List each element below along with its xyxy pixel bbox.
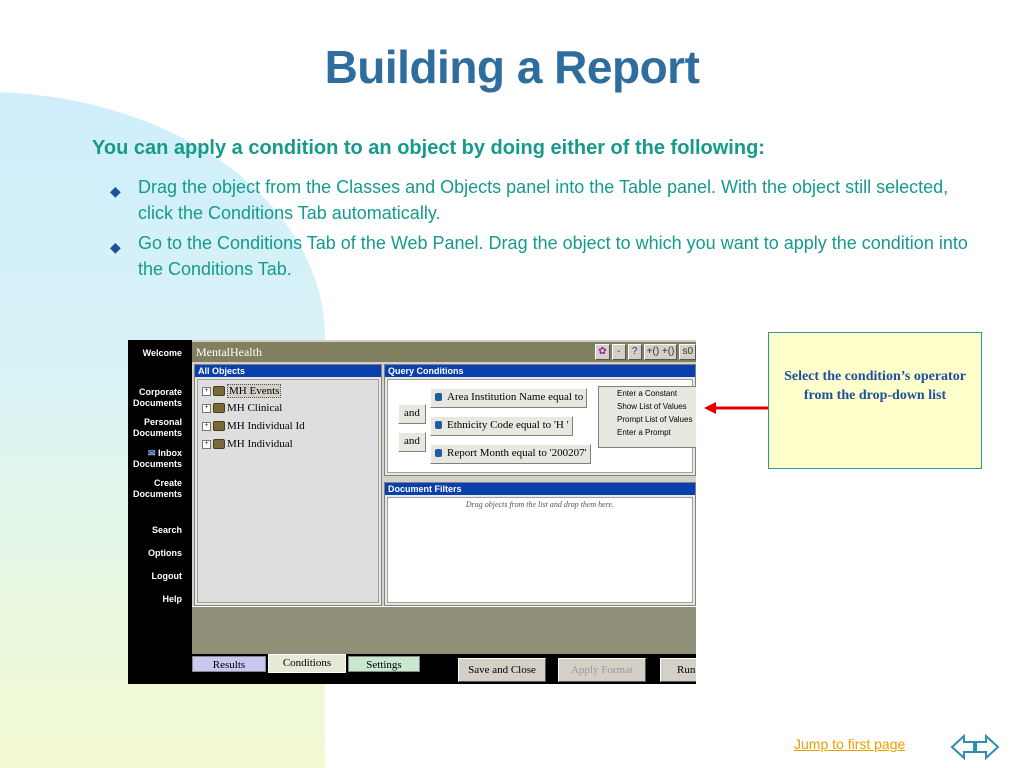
condition-label: Ethnicity Code equal to 'H ' — [447, 419, 569, 431]
condition-item[interactable] — [430, 416, 573, 436]
tree-label: MH Individual Id — [227, 420, 305, 432]
expand-icon[interactable]: + — [202, 422, 211, 431]
sidebar-item-search[interactable]: Search — [151, 525, 182, 535]
class-folder-icon — [213, 403, 225, 413]
objects-panel — [194, 364, 382, 606]
diamond-bullet-icon: ◆ — [110, 183, 121, 199]
class-folder-icon — [213, 439, 225, 449]
save-and-close-button[interactable]: Save and Close — [458, 658, 546, 682]
sidebar-item-inbox-documents[interactable] — [128, 448, 182, 470]
expand-icon[interactable]: + — [202, 404, 211, 413]
and-operator-button[interactable]: and — [398, 432, 426, 452]
tree-label: MH Clinical — [227, 402, 283, 414]
sidebar-item-help[interactable]: Help — [162, 594, 182, 604]
navigation-arrows-icon[interactable] — [950, 732, 1000, 762]
object-icon — [435, 393, 442, 401]
document-filters-panel — [384, 482, 696, 606]
run-button[interactable]: Run — [660, 658, 696, 682]
bullet-item — [110, 174, 970, 226]
class-folder-icon — [213, 386, 225, 396]
tool-icon[interactable]: ✿ — [595, 344, 609, 360]
bullet-item — [110, 230, 970, 282]
sql-button[interactable]: s0 — [679, 344, 696, 360]
expand-icon[interactable]: + — [202, 440, 211, 449]
menu-item-enter-prompt[interactable]: Enter a Prompt — [617, 428, 671, 437]
condition-item[interactable] — [430, 388, 587, 408]
menu-item-prompt-list-of-values[interactable]: Prompt List of Values — [617, 415, 693, 424]
panel-header: Query Conditions — [385, 365, 695, 377]
tree-label: MH Individual — [227, 438, 293, 450]
tree-item[interactable] — [202, 420, 305, 432]
filters-drop-area[interactable] — [387, 497, 693, 603]
expand-icon[interactable]: + — [202, 387, 211, 396]
envelope-icon: ✉ — [147, 448, 158, 458]
tool-dropdown-button[interactable]: - — [612, 344, 626, 360]
app-sidebar — [128, 340, 188, 684]
sidebar-item-label: Inbox Documents — [132, 448, 182, 469]
menu-item-show-list-of-values[interactable]: Show List of Values — [617, 402, 687, 411]
status-area — [192, 606, 696, 655]
sidebar-item-options[interactable]: Options — [148, 548, 182, 558]
app-screenshot — [128, 340, 696, 684]
sidebar-item-create-documents[interactable]: Create Documents — [132, 478, 182, 499]
and-operator-button[interactable]: and — [398, 404, 426, 424]
condition-label: Report Month equal to '200207' — [447, 447, 587, 459]
bullet-text: Drag the object from the Classes and Objects panel into the Table panel. With the object still selected, click the Conditions Tab automatically. — [138, 177, 949, 223]
object-icon — [435, 449, 442, 457]
tab-settings[interactable]: Settings — [348, 656, 420, 672]
objects-tree — [197, 379, 379, 603]
tab-results[interactable]: Results — [192, 656, 266, 672]
parentheses-button[interactable]: +() +() — [644, 344, 678, 360]
help-icon[interactable]: ? — [628, 344, 642, 360]
bullet-text: Go to the Conditions Tab of the Web Panel. Drag the object to which you want to apply the condition into the Conditions Tab. — [138, 233, 968, 279]
intro-text: You can apply a condition to an object by doing either of the following: — [92, 137, 765, 159]
bullet-list — [110, 174, 970, 286]
sidebar-item-welcome[interactable]: Welcome — [142, 348, 182, 358]
panel-header: All Objects — [195, 365, 381, 377]
drop-hint: Drag objects from the list and drop them here. — [465, 500, 615, 509]
window-title: MentalHealth — [196, 345, 262, 359]
condition-label: Area Institution Name equal to — [447, 391, 584, 403]
tree-item[interactable] — [202, 438, 293, 450]
tree-item[interactable] — [202, 402, 282, 414]
sidebar-item-logout[interactable]: Logout — [151, 571, 182, 581]
diamond-bullet-icon: ◆ — [110, 239, 121, 255]
class-folder-icon — [213, 421, 225, 431]
app-main — [192, 340, 696, 684]
window-titlebar — [192, 342, 696, 362]
sidebar-item-corporate-documents[interactable]: Corporate Documents — [132, 387, 182, 408]
slide-title: Building a Report — [324, 41, 700, 93]
jump-to-first-page-link[interactable]: Jump to first page — [794, 736, 906, 752]
tree-label: MH Events — [229, 385, 280, 397]
object-icon — [435, 421, 442, 429]
panel-header: Document Filters — [385, 483, 695, 495]
condition-item[interactable] — [430, 444, 591, 464]
sidebar-item-personal-documents[interactable]: Personal Documents — [132, 417, 182, 438]
toolbar — [595, 344, 696, 360]
tab-conditions[interactable]: Conditions — [268, 654, 346, 673]
operator-dropdown-menu — [598, 386, 696, 448]
menu-item-enter-constant[interactable]: Enter a Constant — [617, 389, 678, 398]
apply-format-button[interactable]: Apply Format — [558, 658, 646, 682]
callout-note: Select the condition’s operator from the drop-down list — [768, 332, 982, 469]
tree-item[interactable] — [202, 384, 281, 398]
